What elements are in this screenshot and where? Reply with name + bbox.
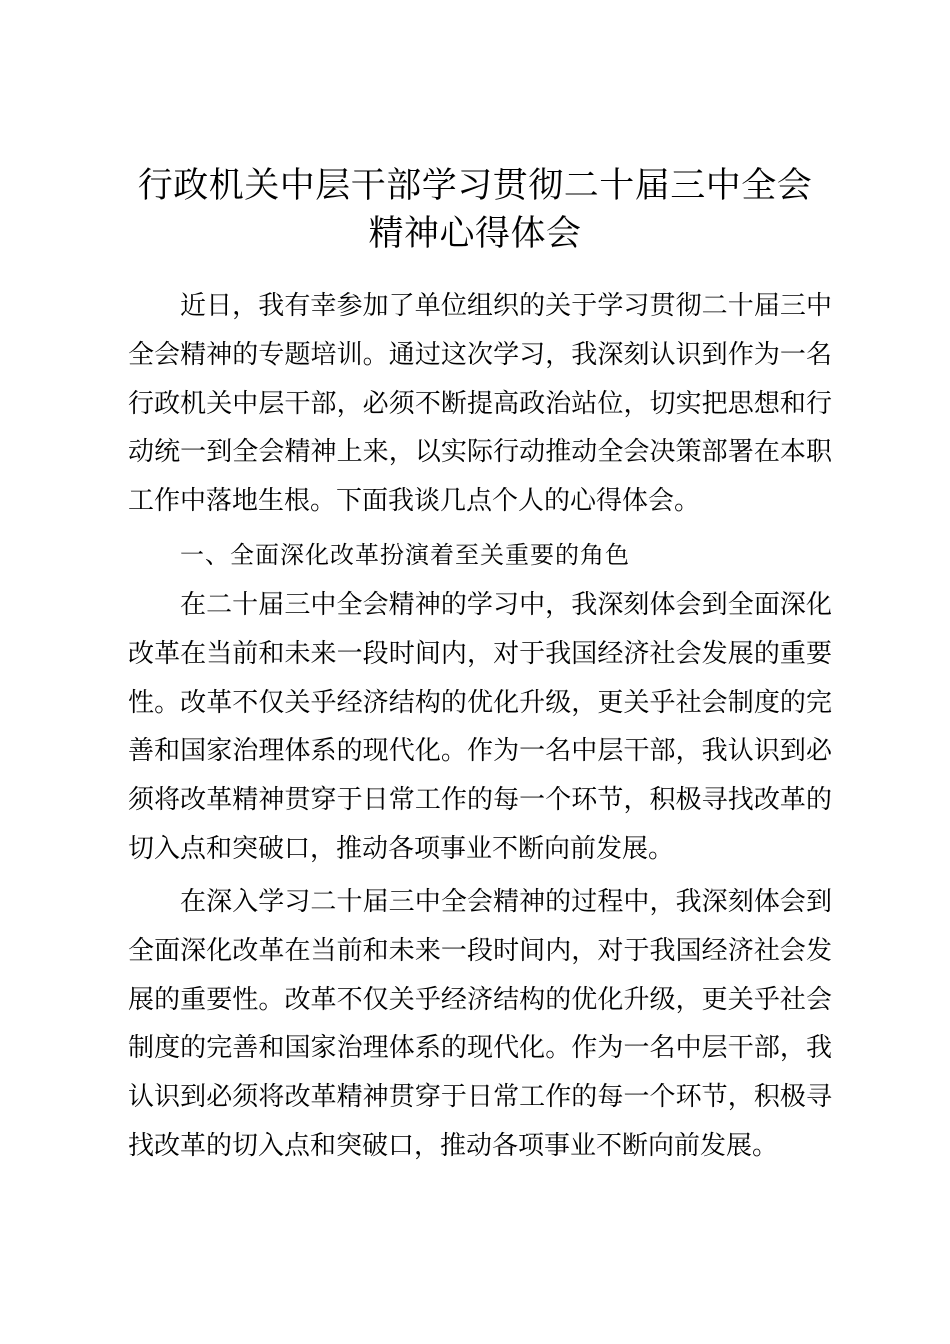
- document-title: 行政机关中层干部学习贯彻二十届三中全会精神心得体会: [137, 166, 813, 254]
- body-paragraph: 在二十届三中全会精神的学习中，我深刻体会到全面深化改革在当前和未来一段时间内，对于我国经济社会发展的重要性。改革不仅关乎经济结构的优化升级，更关乎社会制度的完善和国家治理体系的现代化。作为一名中层干部，我认识到必须将改革精神贯穿于日常工作的每一个环节，积极寻找改革的切入点和突破口，推动各项事业不断向前发展。: [128, 590, 832, 864]
- intro-paragraph: 近日，我有幸参加了单位组织的关于学习贯彻二十届三中全会精神的专题培训。通过这次学习，我深刻认识到作为一名行政机关中层干部，必须不断提高政治站位，切实把思想和行动统一到全会精神上来，以实际行动推动全会决策部署在本职工作中落地生根。下面我谈几点个人的心得体会。: [128, 291, 832, 517]
- section-heading: 一、全面深化改革扮演着至关重要的角色: [180, 541, 630, 569]
- body-paragraph: 在深入学习二十届三中全会精神的过程中，我深刻体会到全面深化改革在当前和未来一段时间内，对于我国经济社会发展的重要性。改革不仅关乎经济结构的优化升级，更关乎社会制度的完善和国家治理体系的现代化。作为一名中层干部，我认识到必须将改革精神贯穿于日常工作的每一个环节，积极寻找改革的切入点和突破口，推动各项事业不断向前发展。: [128, 887, 832, 1161]
